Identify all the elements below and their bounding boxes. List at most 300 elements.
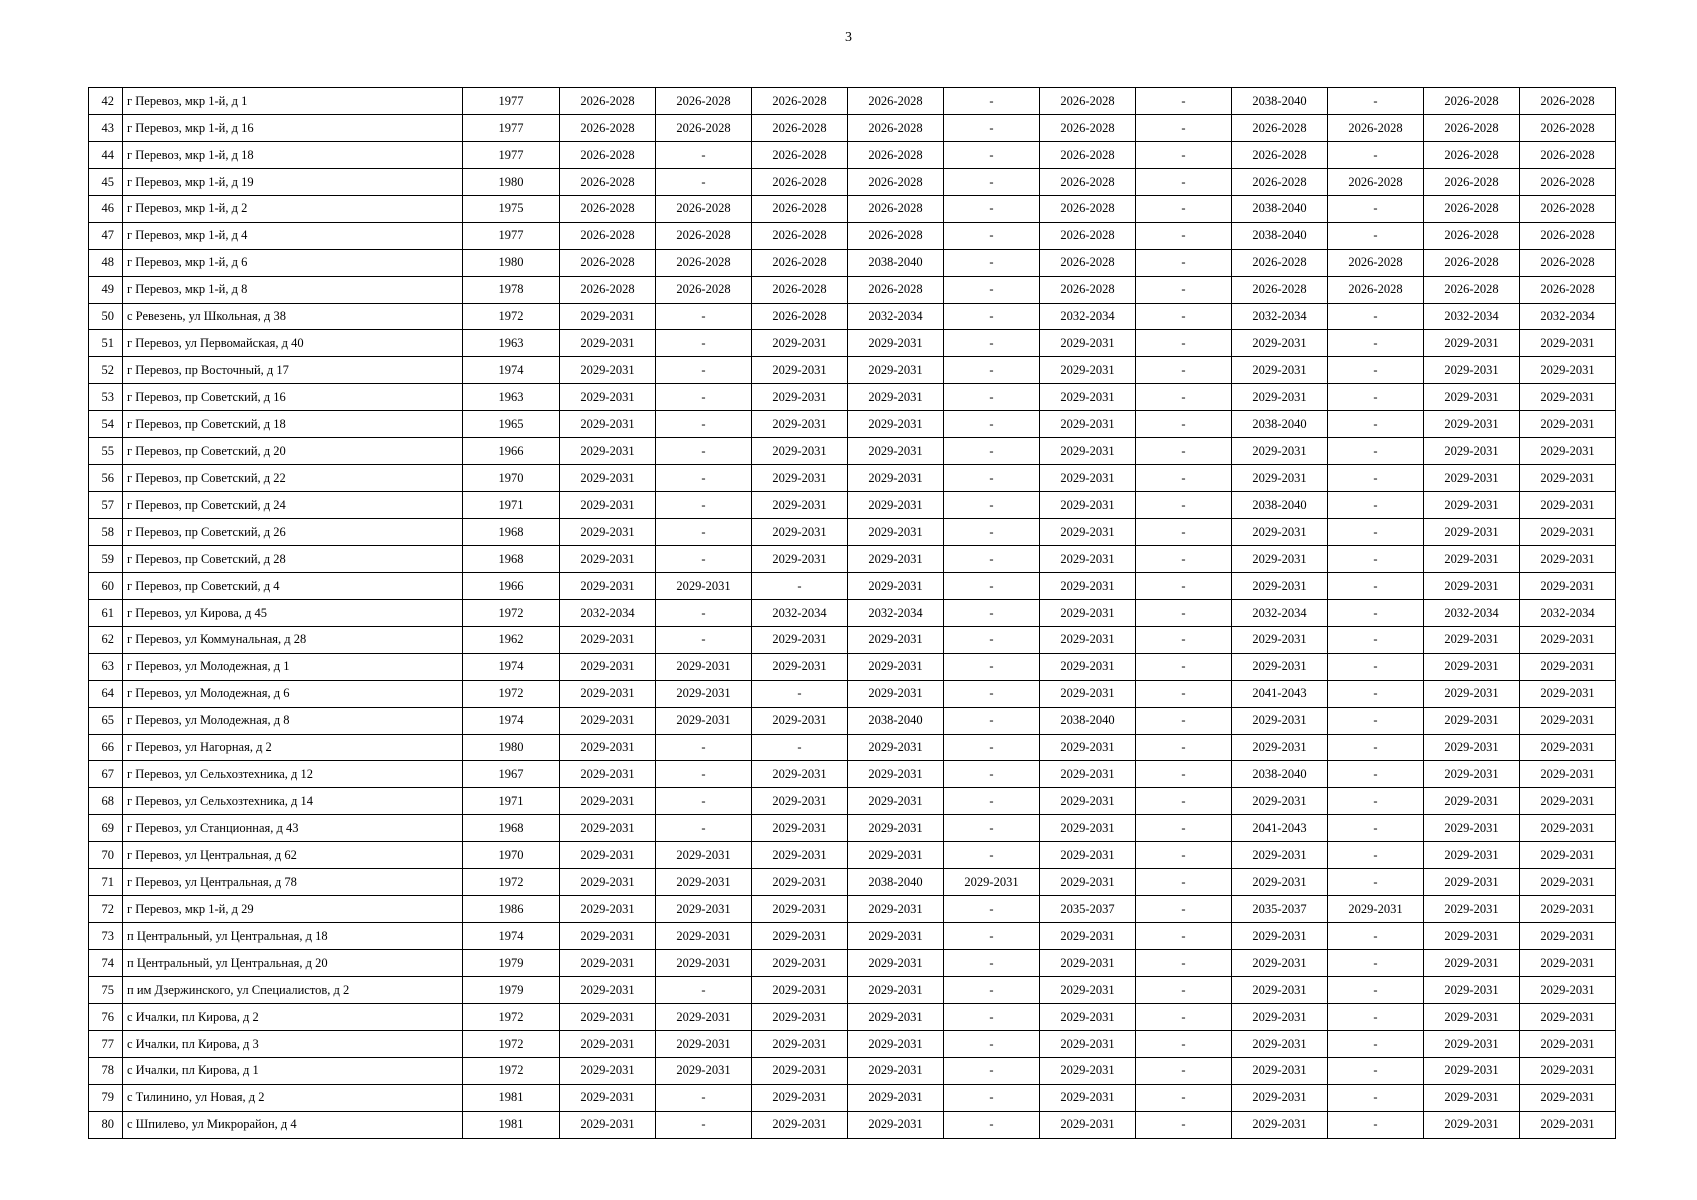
cell-period-5: - — [944, 545, 1040, 572]
cell-address: г Перевоз, пр Советский, д 28 — [123, 545, 463, 572]
cell-period-3: 2026-2028 — [752, 303, 848, 330]
cell-period-2: - — [656, 411, 752, 438]
cell-period-3: - — [752, 734, 848, 761]
cell-period-7: - — [1136, 1084, 1232, 1111]
cell-period-10: 2029-2031 — [1424, 1057, 1520, 1084]
table-row — [89, 114, 1616, 141]
cell-period-1: 2029-2031 — [560, 653, 656, 680]
cell-period-6: 2029-2031 — [1040, 1030, 1136, 1057]
cell-period-8: 2029-2031 — [1232, 572, 1328, 599]
cell-period-8: 2029-2031 — [1232, 869, 1328, 896]
cell-period-9: - — [1328, 195, 1424, 222]
cell-period-4: 2038-2040 — [848, 707, 944, 734]
table-row — [89, 1111, 1616, 1138]
cell-period-7: - — [1136, 1030, 1232, 1057]
cell-period-11: 2029-2031 — [1520, 384, 1616, 411]
table-row — [89, 545, 1616, 572]
cell-period-3: 2029-2031 — [752, 976, 848, 1003]
cell-period-7: - — [1136, 384, 1232, 411]
cell-period-2: - — [656, 788, 752, 815]
cell-period-5: - — [944, 680, 1040, 707]
cell-period-6: 2038-2040 — [1040, 707, 1136, 734]
cell-period-9: - — [1328, 1030, 1424, 1057]
cell-period-1: 2029-2031 — [560, 626, 656, 653]
table-row — [89, 1003, 1616, 1030]
cell-period-10: 2029-2031 — [1424, 707, 1520, 734]
cell-period-1: 2029-2031 — [560, 923, 656, 950]
cell-year-built: 1971 — [463, 788, 560, 815]
cell-period-2: - — [656, 1084, 752, 1111]
cell-period-1: 2029-2031 — [560, 869, 656, 896]
cell-period-1: 2029-2031 — [560, 438, 656, 465]
cell-period-11: 2029-2031 — [1520, 1057, 1616, 1084]
cell-row-number: 68 — [89, 788, 123, 815]
cell-address: г Перевоз, пр Советский, д 22 — [123, 465, 463, 492]
cell-period-7: - — [1136, 950, 1232, 977]
cell-row-number: 65 — [89, 707, 123, 734]
cell-period-2: - — [656, 330, 752, 357]
cell-period-9: 2026-2028 — [1328, 168, 1424, 195]
cell-address: г Перевоз, ул Нагорная, д 2 — [123, 734, 463, 761]
cell-period-2: 2029-2031 — [656, 707, 752, 734]
cell-period-8: 2026-2028 — [1232, 114, 1328, 141]
cell-address: г Перевоз, мкр 1-й, д 2 — [123, 195, 463, 222]
cell-period-10: 2029-2031 — [1424, 411, 1520, 438]
cell-period-2: - — [656, 976, 752, 1003]
cell-period-8: 2038-2040 — [1232, 411, 1328, 438]
cell-period-11: 2029-2031 — [1520, 519, 1616, 546]
cell-period-5: - — [944, 1030, 1040, 1057]
cell-period-3: 2029-2031 — [752, 788, 848, 815]
cell-year-built: 1968 — [463, 519, 560, 546]
cell-period-4: 2029-2031 — [848, 896, 944, 923]
cell-period-11: 2026-2028 — [1520, 88, 1616, 115]
cell-period-1: 2029-2031 — [560, 1057, 656, 1084]
cell-year-built: 1966 — [463, 572, 560, 599]
cell-row-number: 43 — [89, 114, 123, 141]
table-row — [89, 788, 1616, 815]
cell-period-2: 2029-2031 — [656, 950, 752, 977]
cell-year-built: 1972 — [463, 869, 560, 896]
cell-period-10: 2029-2031 — [1424, 492, 1520, 519]
cell-period-4: 2029-2031 — [848, 734, 944, 761]
cell-address: г Перевоз, пр Советский, д 4 — [123, 572, 463, 599]
cell-period-4: 2029-2031 — [848, 572, 944, 599]
cell-period-7: - — [1136, 249, 1232, 276]
cell-period-8: 2029-2031 — [1232, 330, 1328, 357]
cell-address: г Перевоз, пр Советский, д 26 — [123, 519, 463, 546]
table-row — [89, 303, 1616, 330]
cell-year-built: 1974 — [463, 653, 560, 680]
cell-period-9: - — [1328, 411, 1424, 438]
cell-period-10: 2026-2028 — [1424, 114, 1520, 141]
cell-period-10: 2029-2031 — [1424, 653, 1520, 680]
cell-period-9: - — [1328, 1084, 1424, 1111]
cell-address: г Перевоз, мкр 1-й, д 4 — [123, 222, 463, 249]
cell-period-9: - — [1328, 788, 1424, 815]
cell-period-5: - — [944, 411, 1040, 438]
cell-period-4: 2029-2031 — [848, 492, 944, 519]
cell-period-1: 2029-2031 — [560, 1084, 656, 1111]
cell-address: п Центральный, ул Центральная, д 20 — [123, 950, 463, 977]
cell-period-7: - — [1136, 195, 1232, 222]
cell-period-11: 2029-2031 — [1520, 842, 1616, 869]
cell-year-built: 1977 — [463, 88, 560, 115]
cell-period-4: 2026-2028 — [848, 195, 944, 222]
cell-year-built: 1977 — [463, 141, 560, 168]
cell-period-1: 2026-2028 — [560, 168, 656, 195]
cell-period-7: - — [1136, 626, 1232, 653]
cell-period-3: 2029-2031 — [752, 492, 848, 519]
cell-period-11: 2026-2028 — [1520, 114, 1616, 141]
cell-period-10: 2029-2031 — [1424, 519, 1520, 546]
cell-period-2: - — [656, 168, 752, 195]
cell-year-built: 1962 — [463, 626, 560, 653]
cell-period-5: - — [944, 653, 1040, 680]
cell-period-1: 2029-2031 — [560, 357, 656, 384]
cell-period-4: 2026-2028 — [848, 168, 944, 195]
cell-row-number: 50 — [89, 303, 123, 330]
cell-period-3: 2029-2031 — [752, 438, 848, 465]
cell-period-4: 2029-2031 — [848, 950, 944, 977]
page-number: 3 — [845, 30, 852, 45]
cell-period-8: 2029-2031 — [1232, 1084, 1328, 1111]
cell-address: г Перевоз, мкр 1-й, д 8 — [123, 276, 463, 303]
cell-period-1: 2026-2028 — [560, 114, 656, 141]
cell-row-number: 74 — [89, 950, 123, 977]
cell-period-2: - — [656, 626, 752, 653]
cell-row-number: 47 — [89, 222, 123, 249]
cell-year-built: 1970 — [463, 465, 560, 492]
cell-period-6: 2029-2031 — [1040, 572, 1136, 599]
cell-period-4: 2026-2028 — [848, 222, 944, 249]
schedule-table — [88, 87, 1616, 1139]
cell-period-6: 2026-2028 — [1040, 222, 1136, 249]
cell-period-11: 2029-2031 — [1520, 626, 1616, 653]
cell-period-1: 2029-2031 — [560, 1030, 656, 1057]
cell-address: с Ичалки, пл Кирова, д 1 — [123, 1057, 463, 1084]
cell-period-10: 2029-2031 — [1424, 465, 1520, 492]
cell-year-built: 1968 — [463, 545, 560, 572]
cell-year-built: 1972 — [463, 1057, 560, 1084]
cell-period-8: 2029-2031 — [1232, 788, 1328, 815]
cell-period-4: 2029-2031 — [848, 1030, 944, 1057]
cell-period-7: - — [1136, 438, 1232, 465]
cell-period-3: 2029-2031 — [752, 519, 848, 546]
cell-row-number: 62 — [89, 626, 123, 653]
cell-period-10: 2029-2031 — [1424, 1003, 1520, 1030]
cell-address: г Перевоз, мкр 1-й, д 29 — [123, 896, 463, 923]
cell-period-2: - — [656, 303, 752, 330]
cell-period-1: 2029-2031 — [560, 680, 656, 707]
cell-period-9: - — [1328, 950, 1424, 977]
cell-period-4: 2029-2031 — [848, 815, 944, 842]
cell-year-built: 1977 — [463, 222, 560, 249]
cell-period-5: - — [944, 88, 1040, 115]
table-row — [89, 1030, 1616, 1057]
cell-period-9: - — [1328, 357, 1424, 384]
cell-period-10: 2029-2031 — [1424, 869, 1520, 896]
cell-period-8: 2029-2031 — [1232, 465, 1328, 492]
cell-period-7: - — [1136, 680, 1232, 707]
cell-period-6: 2029-2031 — [1040, 761, 1136, 788]
cell-period-6: 2029-2031 — [1040, 1057, 1136, 1084]
cell-period-10: 2029-2031 — [1424, 923, 1520, 950]
cell-period-10: 2029-2031 — [1424, 788, 1520, 815]
cell-period-6: 2029-2031 — [1040, 519, 1136, 546]
cell-address: г Перевоз, ул Центральная, д 62 — [123, 842, 463, 869]
cell-row-number: 58 — [89, 519, 123, 546]
cell-period-8: 2032-2034 — [1232, 599, 1328, 626]
cell-period-11: 2029-2031 — [1520, 411, 1616, 438]
cell-period-9: - — [1328, 869, 1424, 896]
cell-period-1: 2026-2028 — [560, 195, 656, 222]
cell-year-built: 1981 — [463, 1111, 560, 1138]
cell-period-1: 2029-2031 — [560, 330, 656, 357]
cell-period-11: 2026-2028 — [1520, 195, 1616, 222]
cell-year-built: 1972 — [463, 303, 560, 330]
cell-year-built: 1968 — [463, 815, 560, 842]
cell-period-6: 2029-2031 — [1040, 599, 1136, 626]
cell-period-3: 2029-2031 — [752, 411, 848, 438]
cell-period-5: - — [944, 438, 1040, 465]
cell-period-7: - — [1136, 923, 1232, 950]
cell-period-10: 2026-2028 — [1424, 88, 1520, 115]
cell-year-built: 1975 — [463, 195, 560, 222]
cell-period-6: 2029-2031 — [1040, 1084, 1136, 1111]
cell-period-8: 2029-2031 — [1232, 1003, 1328, 1030]
cell-period-3: 2029-2031 — [752, 545, 848, 572]
cell-period-10: 2029-2031 — [1424, 1111, 1520, 1138]
cell-period-2: - — [656, 545, 752, 572]
cell-row-number: 61 — [89, 599, 123, 626]
cell-period-3: - — [752, 572, 848, 599]
table-row — [89, 599, 1616, 626]
cell-period-6: 2026-2028 — [1040, 195, 1136, 222]
cell-period-10: 2029-2031 — [1424, 545, 1520, 572]
cell-period-6: 2029-2031 — [1040, 815, 1136, 842]
cell-year-built: 1980 — [463, 734, 560, 761]
cell-period-9: - — [1328, 734, 1424, 761]
cell-period-6: 2029-2031 — [1040, 869, 1136, 896]
cell-period-1: 2026-2028 — [560, 88, 656, 115]
cell-address: г Перевоз, пр Советский, д 18 — [123, 411, 463, 438]
cell-period-7: - — [1136, 1111, 1232, 1138]
cell-period-3: 2029-2031 — [752, 1111, 848, 1138]
cell-period-8: 2029-2031 — [1232, 1030, 1328, 1057]
cell-row-number: 49 — [89, 276, 123, 303]
cell-period-5: - — [944, 1057, 1040, 1084]
cell-period-1: 2029-2031 — [560, 1111, 656, 1138]
cell-row-number: 56 — [89, 465, 123, 492]
cell-period-2: 2026-2028 — [656, 222, 752, 249]
cell-period-6: 2026-2028 — [1040, 249, 1136, 276]
cell-period-9: - — [1328, 976, 1424, 1003]
cell-address: г Перевоз, ул Молодежная, д 6 — [123, 680, 463, 707]
cell-period-11: 2029-2031 — [1520, 357, 1616, 384]
cell-year-built: 1963 — [463, 330, 560, 357]
cell-row-number: 51 — [89, 330, 123, 357]
cell-period-6: 2026-2028 — [1040, 114, 1136, 141]
cell-address: г Перевоз, пр Советский, д 16 — [123, 384, 463, 411]
cell-period-10: 2029-2031 — [1424, 976, 1520, 1003]
cell-row-number: 66 — [89, 734, 123, 761]
cell-period-1: 2029-2031 — [560, 896, 656, 923]
cell-period-2: - — [656, 357, 752, 384]
cell-address: г Перевоз, ул Сельхозтехника, д 14 — [123, 788, 463, 815]
cell-period-2: 2029-2031 — [656, 572, 752, 599]
cell-period-11: 2029-2031 — [1520, 492, 1616, 519]
cell-period-10: 2029-2031 — [1424, 384, 1520, 411]
cell-period-11: 2029-2031 — [1520, 815, 1616, 842]
cell-period-4: 2029-2031 — [848, 923, 944, 950]
cell-period-10: 2029-2031 — [1424, 572, 1520, 599]
cell-period-10: 2029-2031 — [1424, 680, 1520, 707]
cell-period-3: 2026-2028 — [752, 276, 848, 303]
cell-period-9: - — [1328, 492, 1424, 519]
cell-period-11: 2029-2031 — [1520, 923, 1616, 950]
cell-address: г Перевоз, мкр 1-й, д 1 — [123, 88, 463, 115]
cell-row-number: 52 — [89, 357, 123, 384]
cell-period-6: 2026-2028 — [1040, 141, 1136, 168]
cell-period-1: 2029-2031 — [560, 788, 656, 815]
cell-period-7: - — [1136, 357, 1232, 384]
cell-period-3: 2029-2031 — [752, 761, 848, 788]
cell-period-7: - — [1136, 734, 1232, 761]
cell-period-8: 2029-2031 — [1232, 545, 1328, 572]
cell-period-10: 2032-2034 — [1424, 599, 1520, 626]
cell-address: п им Дзержинского, ул Специалистов, д 2 — [123, 976, 463, 1003]
cell-period-9: - — [1328, 572, 1424, 599]
table-row — [89, 195, 1616, 222]
cell-period-2: - — [656, 465, 752, 492]
cell-period-9: - — [1328, 842, 1424, 869]
cell-period-8: 2029-2031 — [1232, 976, 1328, 1003]
table-row — [89, 950, 1616, 977]
cell-period-5: - — [944, 222, 1040, 249]
cell-year-built: 1980 — [463, 168, 560, 195]
cell-period-5: - — [944, 465, 1040, 492]
cell-period-7: - — [1136, 653, 1232, 680]
cell-address: п Центральный, ул Центральная, д 18 — [123, 923, 463, 950]
cell-period-9: - — [1328, 1111, 1424, 1138]
cell-period-2: 2026-2028 — [656, 276, 752, 303]
cell-row-number: 63 — [89, 653, 123, 680]
cell-period-10: 2026-2028 — [1424, 276, 1520, 303]
cell-period-8: 2026-2028 — [1232, 276, 1328, 303]
cell-period-2: - — [656, 492, 752, 519]
cell-year-built: 1977 — [463, 114, 560, 141]
cell-address: г Перевоз, ул Сельхозтехника, д 12 — [123, 761, 463, 788]
cell-period-11: 2029-2031 — [1520, 465, 1616, 492]
cell-period-1: 2026-2028 — [560, 276, 656, 303]
cell-period-11: 2029-2031 — [1520, 1003, 1616, 1030]
cell-period-6: 2029-2031 — [1040, 842, 1136, 869]
cell-period-3: 2026-2028 — [752, 88, 848, 115]
cell-year-built: 1972 — [463, 599, 560, 626]
cell-period-2: - — [656, 734, 752, 761]
cell-period-11: 2032-2034 — [1520, 303, 1616, 330]
cell-row-number: 75 — [89, 976, 123, 1003]
cell-period-1: 2029-2031 — [560, 572, 656, 599]
cell-period-2: 2029-2031 — [656, 923, 752, 950]
cell-address: с Тилинино, ул Новая, д 2 — [123, 1084, 463, 1111]
cell-period-6: 2029-2031 — [1040, 788, 1136, 815]
cell-period-5: - — [944, 519, 1040, 546]
cell-period-6: 2026-2028 — [1040, 276, 1136, 303]
cell-period-11: 2029-2031 — [1520, 438, 1616, 465]
cell-period-4: 2029-2031 — [848, 1057, 944, 1084]
table-row — [89, 976, 1616, 1003]
cell-period-5: - — [944, 815, 1040, 842]
cell-period-4: 2029-2031 — [848, 465, 944, 492]
cell-period-6: 2029-2031 — [1040, 950, 1136, 977]
cell-period-7: - — [1136, 761, 1232, 788]
cell-period-7: - — [1136, 1003, 1232, 1030]
cell-period-3: 2029-2031 — [752, 815, 848, 842]
cell-period-6: 2029-2031 — [1040, 357, 1136, 384]
cell-period-2: 2029-2031 — [656, 1057, 752, 1084]
cell-period-8: 2029-2031 — [1232, 923, 1328, 950]
cell-period-3: 2029-2031 — [752, 707, 848, 734]
cell-period-4: 2029-2031 — [848, 680, 944, 707]
cell-period-9: - — [1328, 519, 1424, 546]
cell-period-5: - — [944, 976, 1040, 1003]
cell-period-8: 2029-2031 — [1232, 519, 1328, 546]
cell-period-9: - — [1328, 465, 1424, 492]
cell-row-number: 57 — [89, 492, 123, 519]
cell-period-1: 2029-2031 — [560, 303, 656, 330]
cell-row-number: 53 — [89, 384, 123, 411]
cell-period-5: - — [944, 303, 1040, 330]
cell-period-5: - — [944, 384, 1040, 411]
cell-period-7: - — [1136, 114, 1232, 141]
cell-year-built: 1974 — [463, 923, 560, 950]
cell-period-5: - — [944, 195, 1040, 222]
cell-period-4: 2038-2040 — [848, 869, 944, 896]
cell-period-5: - — [944, 249, 1040, 276]
cell-period-1: 2026-2028 — [560, 249, 656, 276]
cell-period-6: 2029-2031 — [1040, 330, 1136, 357]
cell-period-2: 2029-2031 — [656, 869, 752, 896]
cell-row-number: 73 — [89, 923, 123, 950]
cell-period-3: 2029-2031 — [752, 465, 848, 492]
table-row — [89, 384, 1616, 411]
cell-period-7: - — [1136, 788, 1232, 815]
cell-address: г Перевоз, ул Станционная, д 43 — [123, 815, 463, 842]
cell-row-number: 80 — [89, 1111, 123, 1138]
cell-address: с Ревезень, ул Школьная, д 38 — [123, 303, 463, 330]
cell-period-1: 2029-2031 — [560, 519, 656, 546]
cell-period-3: 2029-2031 — [752, 384, 848, 411]
cell-row-number: 46 — [89, 195, 123, 222]
cell-period-8: 2029-2031 — [1232, 384, 1328, 411]
cell-period-6: 2029-2031 — [1040, 626, 1136, 653]
cell-row-number: 55 — [89, 438, 123, 465]
cell-period-7: - — [1136, 572, 1232, 599]
cell-period-11: 2026-2028 — [1520, 249, 1616, 276]
cell-period-8: 2026-2028 — [1232, 141, 1328, 168]
cell-address: г Перевоз, мкр 1-й, д 18 — [123, 141, 463, 168]
cell-period-5: - — [944, 599, 1040, 626]
cell-period-3: 2029-2031 — [752, 896, 848, 923]
cell-period-6: 2029-2031 — [1040, 492, 1136, 519]
cell-period-4: 2029-2031 — [848, 842, 944, 869]
cell-period-1: 2029-2031 — [560, 411, 656, 438]
cell-period-7: - — [1136, 88, 1232, 115]
cell-period-10: 2026-2028 — [1424, 222, 1520, 249]
cell-year-built: 1974 — [463, 707, 560, 734]
